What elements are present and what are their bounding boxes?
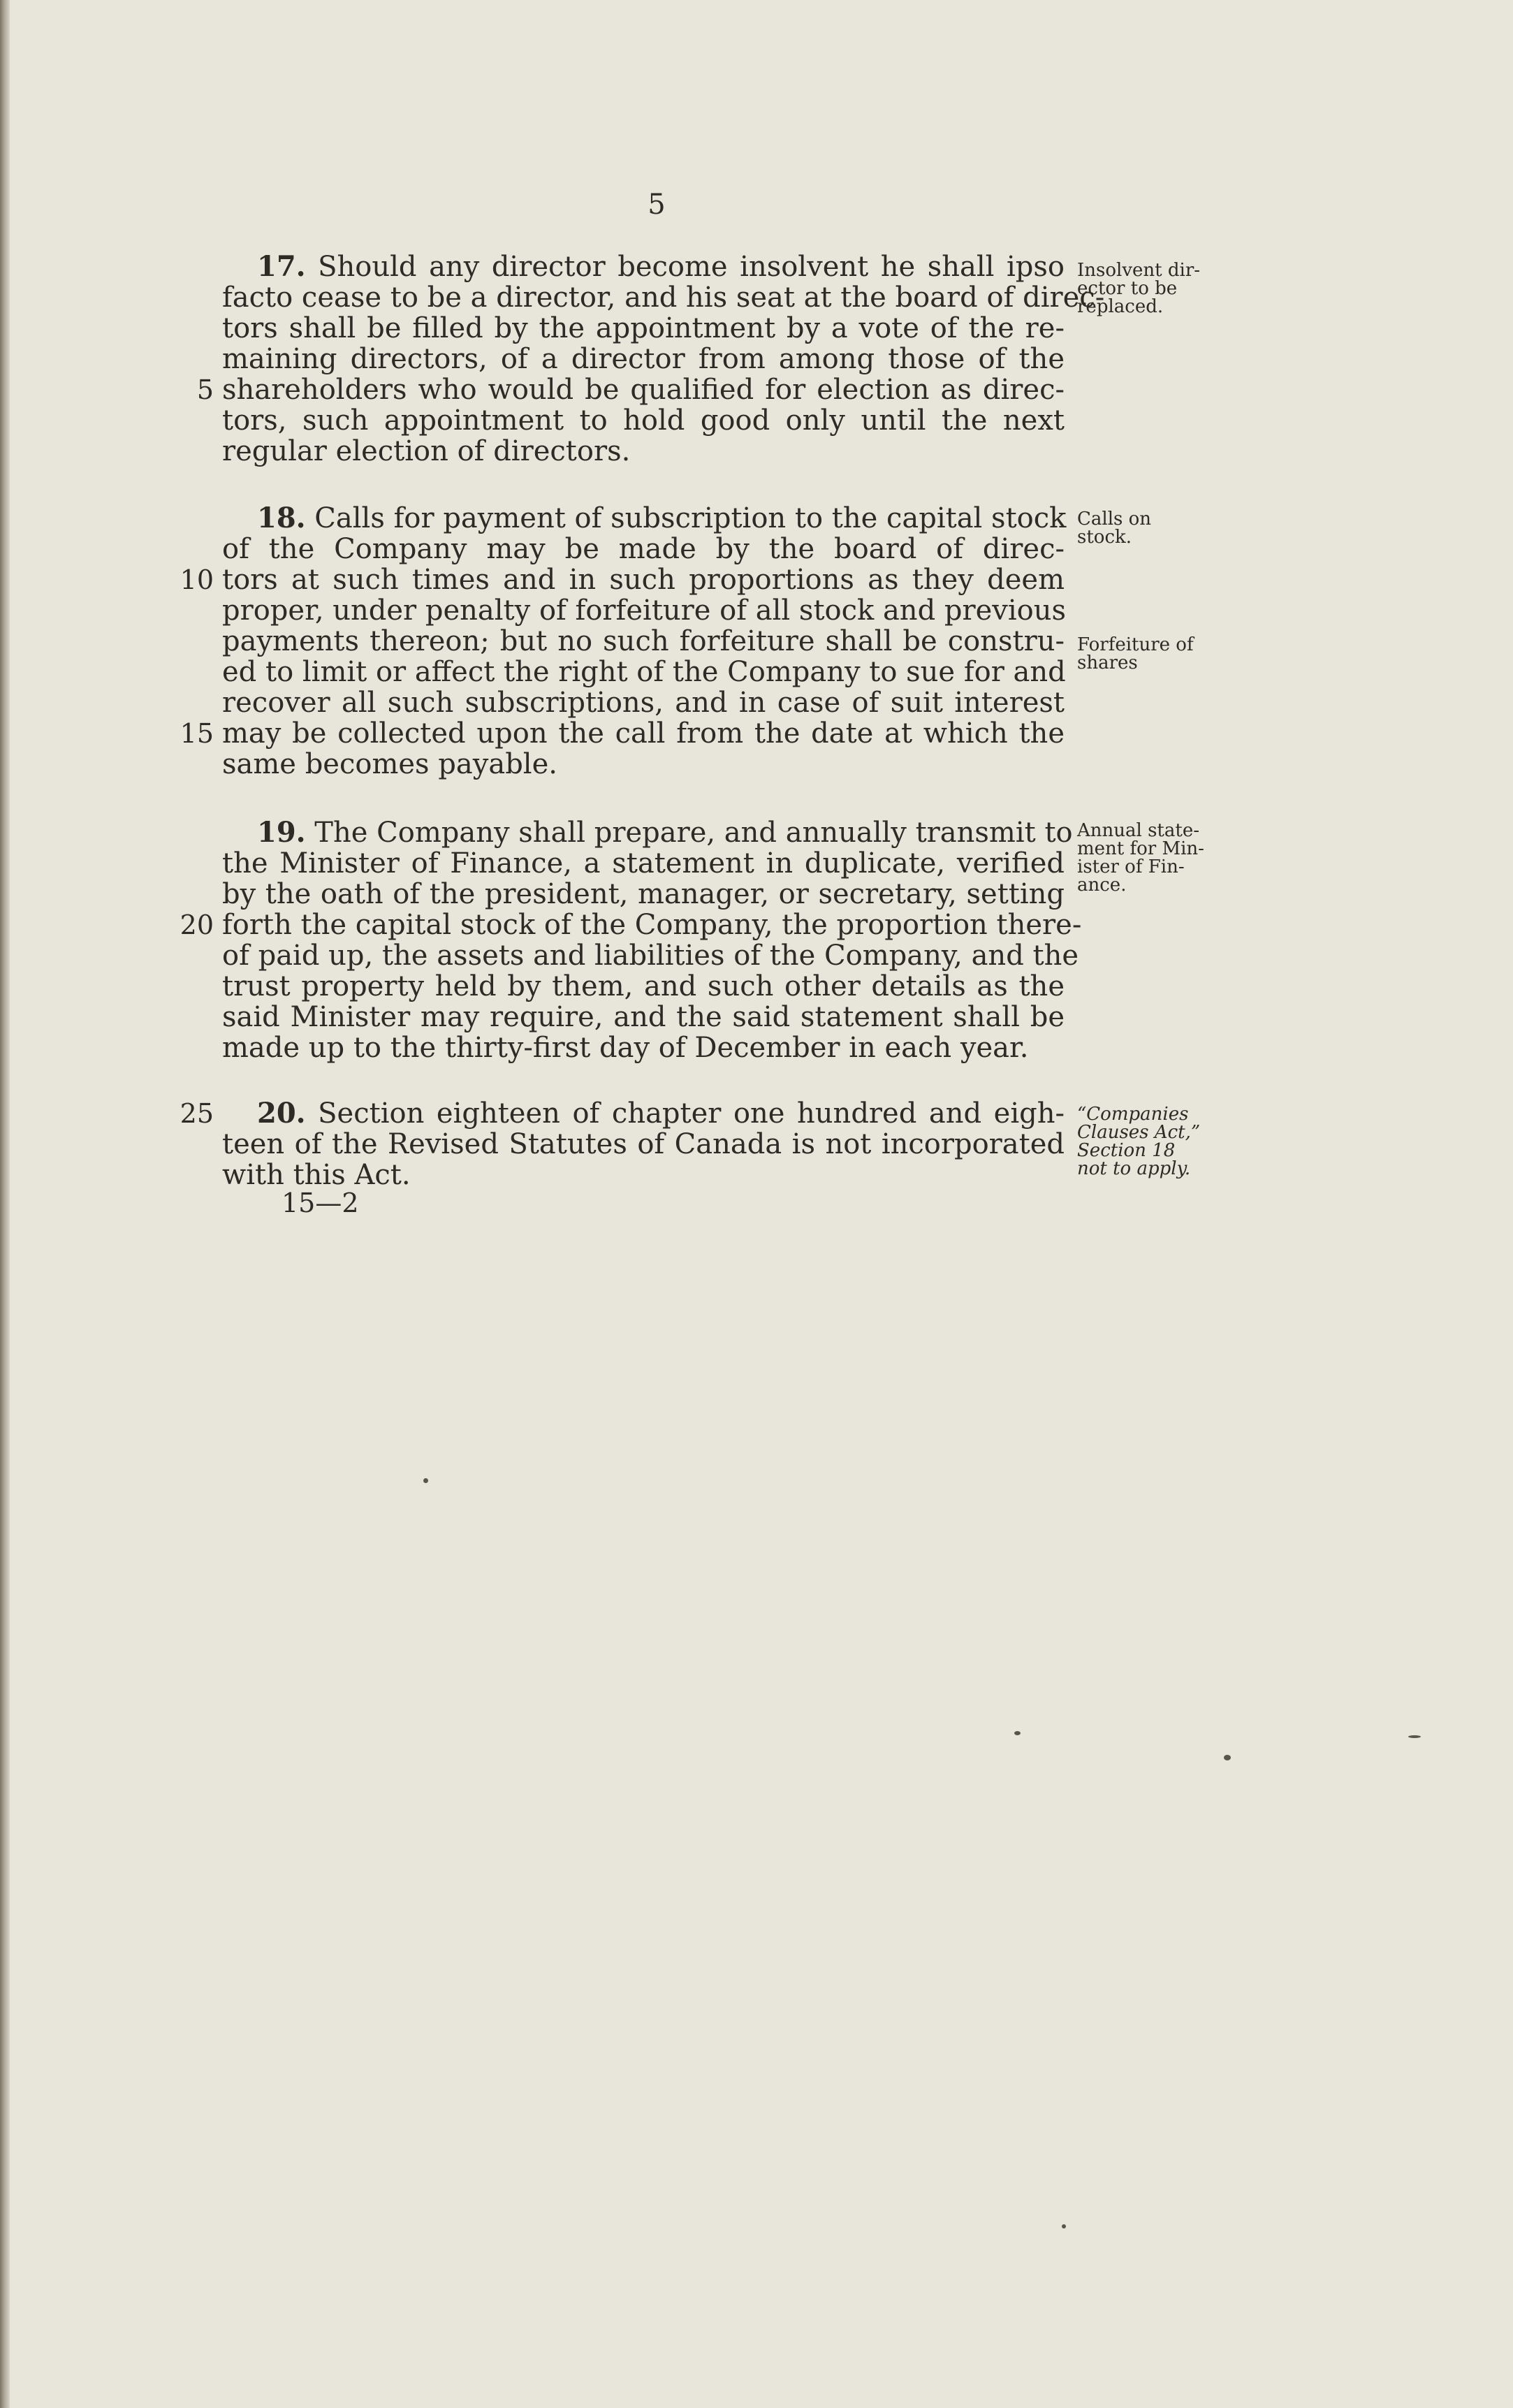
section-number: 20.	[257, 1097, 306, 1130]
paper-speck	[1014, 1731, 1021, 1735]
section-line: of paid up, the assets and liabilities of the Company, and the	[222, 940, 1079, 972]
section-line: tors shall be filled by the appointment by a vote of the re-	[222, 312, 1065, 344]
section-line: 20. Section eighteen of chapter one hundred and eigh-	[257, 1097, 1065, 1130]
section-number: 17.	[257, 250, 306, 283]
section-line: facto cease to be a director, and his seat at the board of direc-	[222, 282, 1105, 314]
section-line: of the Company may be made by the board of direc-	[222, 533, 1065, 565]
section-line: tors, such appointment to hold good only until the next	[222, 404, 1065, 437]
line-number: 5	[196, 374, 214, 405]
section-line: maining directors, of a director from among those of the	[222, 343, 1065, 375]
margin-note: Insolvent dir- ector to be replaced.	[1077, 260, 1201, 317]
paper-speck	[423, 1478, 428, 1483]
margin-note: Forfeiture of shares	[1077, 634, 1194, 673]
section-line: proper, under penalty of forfeiture of all stock and previous	[222, 594, 1067, 627]
section-number: 19.	[257, 816, 306, 849]
section-line: trust property held by them, and such other details as the	[222, 970, 1065, 1002]
signature-mark: 15—2	[282, 1188, 359, 1218]
section-line: 18. Calls for payment of subscription to the capital stock	[257, 502, 1067, 534]
page-number: 5	[648, 189, 666, 221]
section-line: shareholders who would be qualified for election as direc-	[222, 374, 1065, 406]
margin-note: Annual state- ment for Min- ister of Fin- ance.	[1077, 820, 1204, 896]
section-line: payments thereon; but no such forfeiture shall be constru-	[222, 625, 1065, 657]
line-number: 10	[180, 564, 214, 595]
margin-note: “Companies Clauses Act,” Section 18 not to apply.	[1077, 1104, 1201, 1179]
section-line: 19. The Company shall prepare, and annually transmit to	[257, 816, 1073, 849]
section-line: tors at such times and in such proportions as they deem	[222, 564, 1065, 596]
line-number: 25	[180, 1098, 214, 1129]
line-number: 15	[180, 718, 214, 749]
margin-note: Calls on stock.	[1077, 509, 1152, 548]
section-line: 17. Should any director become insolvent he shall ipso	[257, 250, 1065, 283]
section-line: by the oath of the president, manager, or secretary, setting	[222, 878, 1065, 910]
section-line: may be collected upon the call from the date at which the	[222, 717, 1065, 750]
section-line: the Minister of Finance, a statement in duplicate, verified	[222, 847, 1065, 880]
paper-speck	[1224, 1755, 1231, 1760]
section-line: regular election of directors.	[222, 435, 631, 467]
section-line: forth the capital stock of the Company, the proportion there-	[222, 909, 1082, 941]
paper-speck	[1062, 2224, 1066, 2228]
section-line: teen of the Revised Statutes of Canada is not incorporated	[222, 1128, 1065, 1160]
paper-speck	[1408, 1735, 1421, 1738]
section-line: same becomes payable.	[222, 748, 557, 780]
section-line: with this Act.	[222, 1159, 411, 1191]
section-line: ed to limit or affect the right of the Company to sue for and	[222, 656, 1066, 688]
section-number: 18.	[257, 502, 306, 534]
section-line: made up to the thirty-first day of December in each year.	[222, 1032, 1029, 1064]
line-number: 20	[180, 910, 214, 940]
section-line: said Minister may require, and the said statement shall be	[222, 1001, 1065, 1033]
section-line: recover all such subscriptions, and in case of suit interest	[222, 687, 1065, 719]
page-binding-edge	[0, 0, 10, 2408]
